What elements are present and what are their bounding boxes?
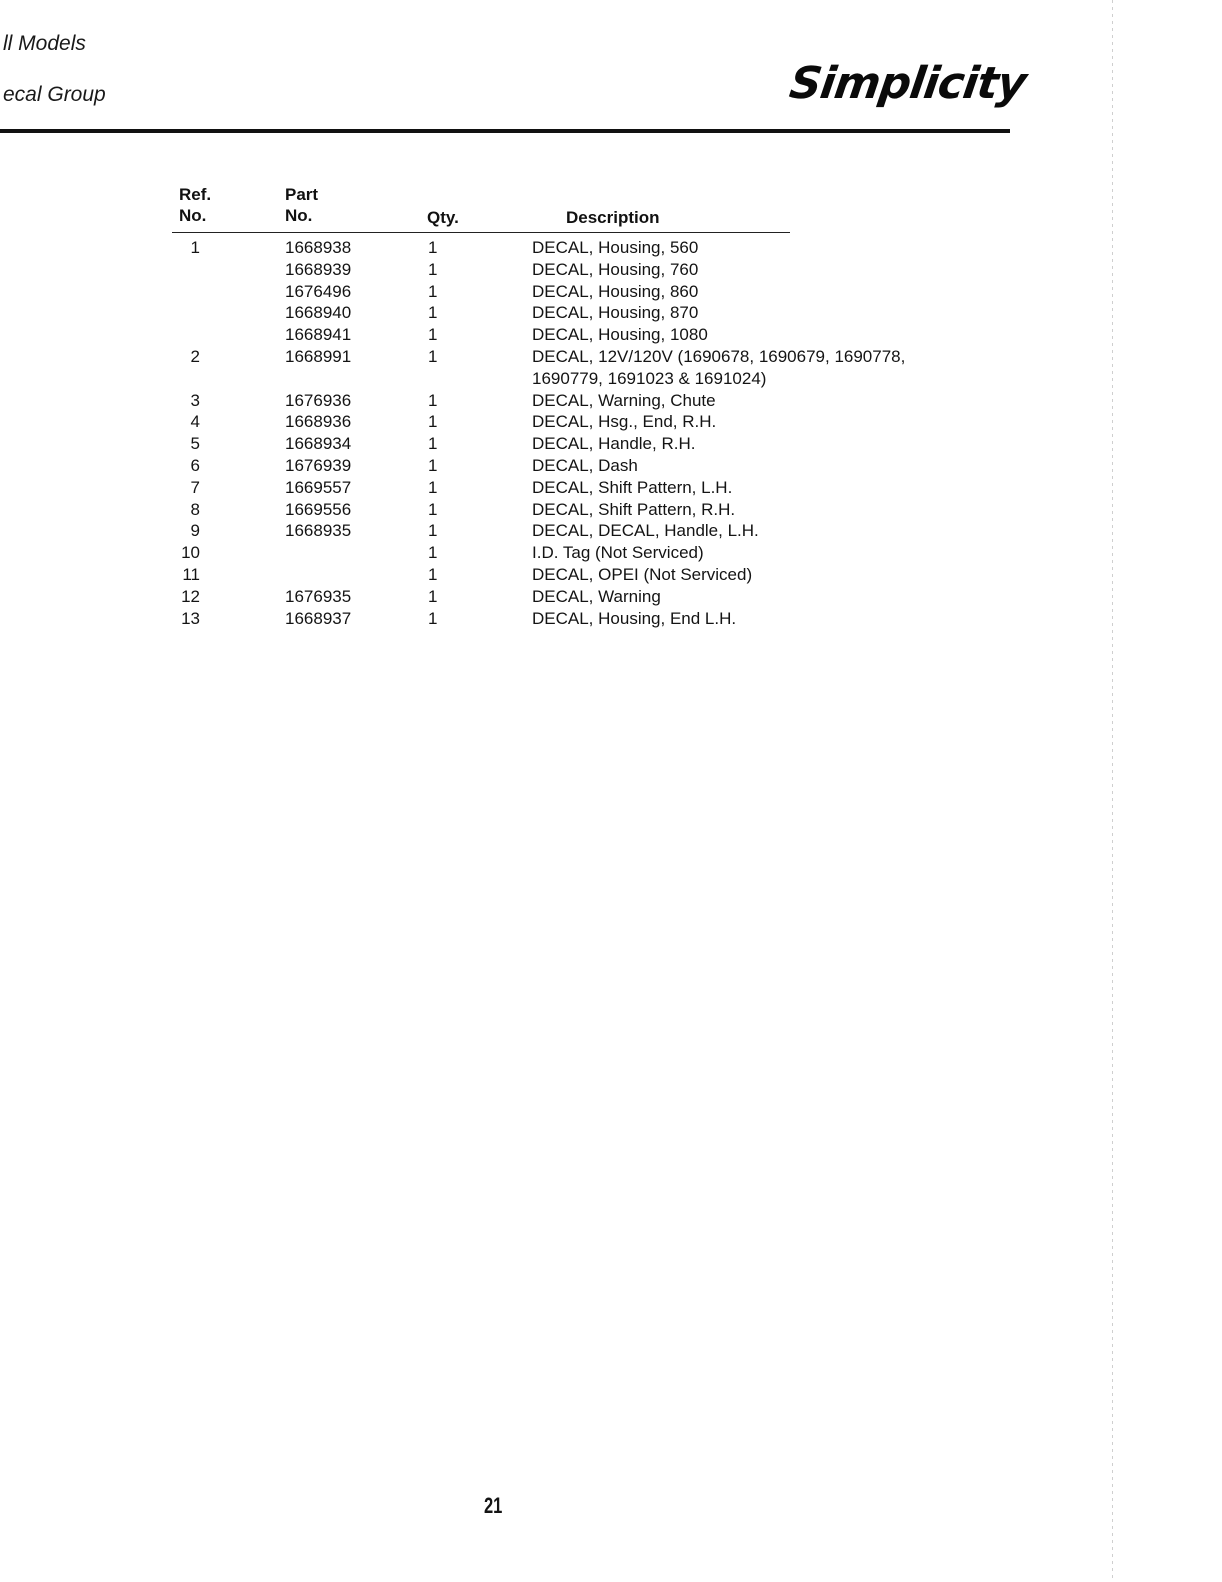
row-part-no: 1668991 — [285, 346, 352, 366]
row-qty: 1 — [428, 390, 438, 410]
row-description: DECAL, 12V/120V (1690678, 1690679, 1690778, 1690779, 1691023 & 1691024) — [532, 346, 906, 388]
col-header-ref-top: Ref. — [179, 185, 212, 204]
row-qty: 1 — [428, 238, 438, 257]
header-group-line: ecal Group — [3, 83, 106, 106]
row-ref-no: 7 — [190, 477, 200, 497]
brand-logo: Simplicity — [786, 58, 1029, 109]
table-row — [0, 433, 1222, 455]
table-row — [0, 390, 1222, 412]
table-row — [0, 259, 1222, 281]
table-row — [0, 520, 1222, 542]
row-description: DECAL, Housing, 860 — [532, 281, 699, 301]
row-qty: 1 — [428, 608, 438, 628]
row-description: I.D. Tag (Not Serviced) — [532, 543, 704, 563]
row-qty: 1 — [428, 303, 438, 323]
col-header-part — [285, 184, 318, 226]
row-ref-no: 6 — [190, 455, 200, 475]
row-description: DECAL, Housing, 560 — [532, 238, 699, 257]
row-description: DECAL, Housing, 870 — [532, 303, 699, 323]
row-ref-no: 10 — [181, 543, 200, 563]
header-model-line: ll Models — [3, 32, 86, 55]
row-part-no: 1676936 — [285, 390, 352, 410]
table-row — [0, 542, 1222, 564]
row-ref-no: 5 — [190, 434, 200, 454]
row-part-no: 1669556 — [285, 499, 352, 519]
row-qty: 1 — [428, 499, 438, 519]
col-header-description: Description — [566, 208, 660, 227]
row-qty: 1 — [428, 455, 438, 475]
col-header-qty: Qty. — [427, 208, 459, 227]
row-qty: 1 — [428, 543, 438, 563]
row-ref-no: 9 — [190, 521, 200, 541]
row-ref-no: 3 — [190, 390, 200, 410]
table-row — [0, 302, 1222, 324]
row-ref-no: 4 — [190, 412, 200, 432]
row-description: DECAL, Housing, 760 — [532, 259, 699, 279]
row-qty: 1 — [428, 412, 438, 432]
row-part-no: 1668936 — [285, 412, 352, 432]
table-row — [0, 411, 1222, 433]
row-part-no: 1668937 — [285, 608, 352, 628]
row-part-no: 1676496 — [285, 281, 352, 301]
table-row — [0, 455, 1222, 477]
row-qty: 1 — [428, 325, 438, 345]
row-part-no: 1669557 — [285, 477, 352, 497]
row-qty: 1 — [428, 521, 438, 541]
row-part-no: 1668939 — [285, 259, 352, 279]
row-qty: 1 — [428, 346, 438, 366]
row-description: DECAL, Housing, 1080 — [532, 325, 708, 345]
table-header-rule — [172, 232, 790, 233]
row-ref-no: 1 — [190, 238, 200, 257]
row-ref-no: 12 — [181, 586, 200, 606]
table-row — [0, 499, 1222, 521]
row-description: DECAL, OPEI (Not Serviced) — [532, 564, 753, 584]
row-description: DECAL, Handle, R.H. — [532, 434, 696, 454]
row-qty: 1 — [428, 259, 438, 279]
row-description: DECAL, Shift Pattern, R.H. — [532, 499, 736, 519]
row-ref-no: 13 — [181, 608, 200, 628]
row-part-no: 1676935 — [285, 586, 352, 606]
parts-table-body — [0, 237, 1222, 629]
table-row — [0, 586, 1222, 608]
row-part-no: 1668938 — [285, 238, 352, 257]
row-description: DECAL, Warning — [532, 586, 661, 606]
table-row — [0, 477, 1222, 499]
row-part-no: 1676939 — [285, 455, 352, 475]
table-row — [0, 324, 1222, 346]
page-number: 21 — [484, 1493, 503, 1518]
row-part-no: 1668934 — [285, 434, 352, 454]
row-qty: 1 — [428, 434, 438, 454]
header-rule — [0, 129, 1010, 133]
row-qty: 1 — [428, 586, 438, 606]
row-ref-no: 8 — [190, 499, 200, 519]
table-row — [0, 564, 1222, 586]
col-header-part-top: Part — [285, 185, 319, 204]
row-part-no: 1668935 — [285, 521, 352, 541]
row-description: DECAL, Shift Pattern, L.H. — [532, 477, 733, 497]
scan-edge-line — [1112, 0, 1113, 1582]
row-description: DECAL, DECAL, Handle, L.H. — [532, 521, 759, 541]
row-ref-no: 2 — [190, 346, 200, 366]
row-description: DECAL, Hsg., End, R.H. — [532, 412, 717, 432]
table-row — [0, 237, 1222, 259]
row-part-no: 1668940 — [285, 303, 352, 323]
row-description: DECAL, Housing, End L.H. — [532, 608, 737, 628]
table-row — [0, 608, 1222, 630]
row-qty: 1 — [428, 477, 438, 497]
row-part-no: 1668941 — [285, 325, 352, 345]
table-row — [0, 346, 1222, 390]
col-header-ref-bottom: No. — [179, 206, 207, 225]
col-header-part-bottom: No. — [285, 206, 313, 225]
row-ref-no: 11 — [182, 564, 200, 584]
col-header-ref — [179, 184, 211, 226]
row-description: DECAL, Dash — [532, 455, 638, 475]
row-qty: 1 — [428, 564, 438, 584]
row-description: DECAL, Warning, Chute — [532, 390, 716, 410]
table-row — [0, 281, 1222, 303]
row-qty: 1 — [428, 281, 438, 301]
